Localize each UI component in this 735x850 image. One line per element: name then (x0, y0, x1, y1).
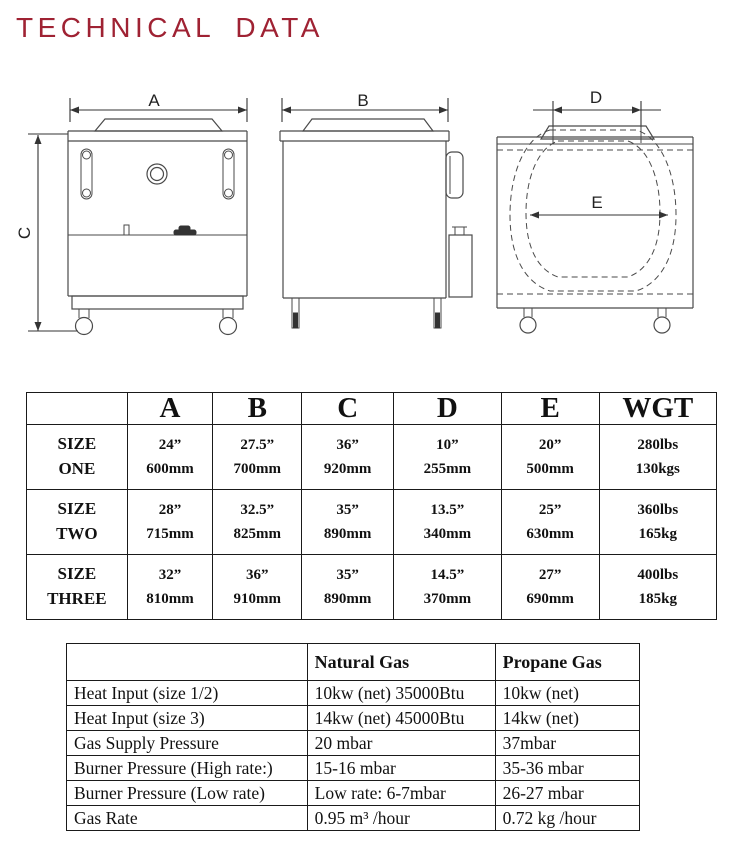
dim-inches: 27.5” (240, 437, 275, 453)
row-header: Gas Rate (67, 806, 308, 831)
row-header: Heat Input (size 3) (67, 706, 308, 731)
table-cell (127, 490, 213, 555)
page-title: TECHNICAL DATA (16, 12, 324, 43)
dim-inches: 32” (158, 567, 182, 583)
table-cell (501, 425, 599, 490)
gas-row-burner-pressure-high (67, 756, 640, 781)
dim-mm: 810mm (146, 591, 194, 607)
column-header-e: E (501, 393, 599, 425)
table-cell (213, 425, 302, 490)
weight-kg: 165kg (638, 526, 677, 542)
dim-label-d: D (589, 88, 603, 107)
dim-inches: 35” (336, 567, 359, 583)
vent-gauge (147, 164, 167, 184)
table-cell (599, 555, 716, 620)
dimension-e (530, 193, 668, 219)
weight-kg: 130kgs (635, 461, 680, 477)
dim-mm: 255mm (423, 461, 472, 477)
table-cell (599, 425, 716, 490)
gas-table (66, 643, 640, 831)
dim-label-a: A (148, 91, 160, 110)
gas-row-heat-input-size-1-2 (67, 681, 640, 706)
gas-row-gas-rate (67, 806, 640, 831)
rear-left-caster (520, 308, 536, 333)
corner-cell (67, 644, 308, 681)
dimensions-table-header (27, 393, 717, 425)
dimensions-table (26, 392, 717, 620)
column-header-propane-gas: Propane Gas (495, 644, 639, 681)
table-cell: 14kw (net) 45000Btu (307, 706, 495, 731)
dim-label-e: E (591, 193, 603, 212)
dim-inches: 35” (336, 502, 359, 518)
row-header: Heat Input (size 1/2) (67, 681, 308, 706)
dim-mm: 700mm (233, 461, 282, 477)
row-header: Burner Pressure (High rate:) (67, 756, 308, 781)
table-cell (213, 555, 302, 620)
weight-lbs: 280lbs (637, 437, 679, 453)
technical-drawings (0, 80, 735, 390)
table-cell (599, 490, 716, 555)
dim-mm: 715mm (146, 526, 194, 542)
dim-inches: 13.5” (430, 502, 465, 518)
table-cell (213, 490, 302, 555)
front-lid (88, 119, 228, 131)
table-cell (127, 555, 213, 620)
dim-inches: 14.5” (430, 567, 465, 583)
corner-cell (27, 393, 128, 425)
dim-mm: 890mm (323, 591, 372, 607)
dimension-b (282, 91, 448, 122)
weight-lbs: 360lbs (637, 502, 679, 518)
table-cell: 10kw (net) 35000Btu (307, 681, 495, 706)
row-header: SIZE ONE (27, 425, 128, 490)
table-cell (394, 555, 502, 620)
table-cell: 35-36 mbar (495, 756, 639, 781)
table-cell (302, 490, 394, 555)
front-view-drawing (15, 91, 247, 335)
side-body (280, 131, 449, 298)
side-left-leg (292, 298, 299, 328)
column-header-b: B (213, 393, 302, 425)
table-cell: 20 mbar (307, 731, 495, 756)
front-body (68, 131, 247, 309)
table-cell: 37mbar (495, 731, 639, 756)
pilot-pin (124, 225, 129, 235)
row-header: Gas Supply Pressure (67, 731, 308, 756)
dim-mm: 690mm (526, 591, 574, 607)
table-cell: 0.72 kg /hour (495, 806, 639, 831)
dim-inches: 20” (538, 437, 562, 453)
dim-mm: 370mm (423, 591, 472, 607)
table-cell: 26-27 mbar (495, 781, 639, 806)
dim-mm: 340mm (423, 526, 472, 542)
side-control-box (449, 227, 472, 297)
front-left-handle (81, 149, 92, 199)
dim-mm: 890mm (323, 526, 372, 542)
rear-lid (541, 126, 654, 143)
dim-inches: 28” (158, 502, 182, 518)
side-right-leg (434, 298, 441, 328)
gas-table-header (67, 644, 640, 681)
dim-mm: 920mm (323, 461, 372, 477)
column-header-c: C (302, 393, 394, 425)
rear-right-caster (654, 308, 670, 333)
row-header: Burner Pressure (Low rate) (67, 781, 308, 806)
dim-inches: 27” (538, 567, 562, 583)
table-cell (394, 425, 502, 490)
side-handle (446, 152, 463, 198)
front-right-caster (220, 309, 237, 335)
front-right-handle (223, 149, 234, 199)
dim-inches: 10” (436, 437, 459, 453)
dim-mm: 500mm (526, 461, 574, 477)
dim-inches: 25” (538, 502, 562, 518)
table-row-size-one (27, 425, 717, 490)
weight-kg: 185kg (638, 591, 677, 607)
column-header-d: D (394, 393, 502, 425)
table-cell (127, 425, 213, 490)
table-cell: 14kw (net) (495, 706, 639, 731)
column-header-natural-gas: Natural Gas (307, 644, 495, 681)
table-cell: Low rate: 6-7mbar (307, 781, 495, 806)
table-cell (501, 555, 599, 620)
rear-view-drawing (497, 88, 693, 333)
side-view-drawing (280, 91, 472, 328)
table-row-size-three (27, 555, 717, 620)
front-left-caster (76, 309, 93, 335)
dim-mm: 825mm (233, 526, 282, 542)
dim-mm: 600mm (146, 461, 194, 477)
column-header-a: A (127, 393, 213, 425)
column-header-wgt: WGT (599, 393, 716, 425)
table-row-size-two (27, 490, 717, 555)
dim-mm: 630mm (526, 526, 574, 542)
row-header: SIZE THREE (27, 555, 128, 620)
gas-row-supply-pressure (67, 731, 640, 756)
dim-inches: 36” (246, 567, 269, 583)
dimension-d (533, 88, 661, 127)
table-cell (394, 490, 502, 555)
dim-inches: 36” (336, 437, 359, 453)
dim-mm: 910mm (233, 591, 282, 607)
table-cell (302, 555, 394, 620)
table-cell: 15-16 mbar (307, 756, 495, 781)
gas-row-burner-pressure-low (67, 781, 640, 806)
table-cell: 0.95 m³ /hour (307, 806, 495, 831)
table-cell: 10kw (net) (495, 681, 639, 706)
table-cell (501, 490, 599, 555)
dimension-a (70, 91, 247, 122)
dim-label-c: C (15, 226, 34, 240)
weight-lbs: 400lbs (637, 567, 679, 583)
row-header: SIZE TWO (27, 490, 128, 555)
dim-inches: 24” (158, 437, 182, 453)
side-lid (298, 119, 437, 131)
gas-control-knob (174, 226, 196, 235)
gas-row-heat-input-size-3 (67, 706, 640, 731)
rear-body (497, 137, 693, 308)
dim-label-b: B (357, 91, 369, 110)
table-cell (302, 425, 394, 490)
dim-inches: 32.5” (240, 502, 275, 518)
